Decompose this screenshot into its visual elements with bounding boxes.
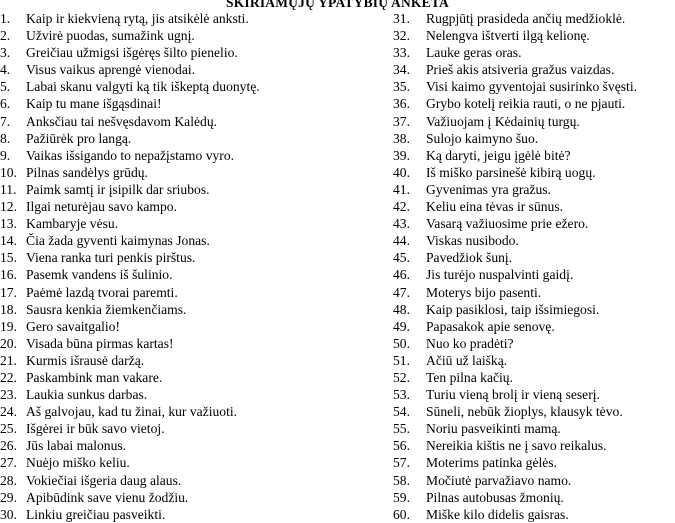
item-text: Moterims patinka gėlės.: [426, 455, 557, 471]
item-number: 18.: [0, 301, 17, 317]
list-item: [0, 318, 395, 335]
list-item: [393, 472, 675, 489]
item-text: Visada būna pirmas kartas!: [26, 335, 174, 351]
list-item: [393, 352, 675, 369]
list-item: [0, 420, 395, 437]
item-text: Jis turėjo nuspalvinti gaidį.: [426, 267, 574, 283]
item-number: 9.: [0, 147, 11, 163]
item-number: 59.: [393, 489, 410, 505]
item-number: 32.: [393, 28, 410, 44]
list-item: [393, 335, 675, 352]
list-item: [0, 10, 395, 27]
item-number: 52.: [393, 369, 410, 385]
item-number: 11.: [0, 181, 17, 197]
list-item: [0, 369, 395, 386]
list-item: [0, 215, 395, 232]
item-text: Nelengva ištverti ilgą kelionę.: [426, 28, 590, 44]
item-number: 24.: [0, 404, 17, 420]
item-text: Pilnas autobusas žmonių.: [426, 489, 564, 505]
item-number: 54.: [393, 404, 410, 420]
left-column-list: [0, 10, 395, 523]
item-text: Užvirė puodas, sumažink ugnį.: [26, 28, 195, 44]
item-number: 33.: [393, 45, 410, 61]
item-number: 10.: [0, 164, 17, 180]
item-text: Paskambink man vakare.: [26, 369, 163, 385]
item-number: 55.: [393, 421, 410, 437]
list-item: [393, 489, 675, 506]
item-number: 41.: [393, 181, 410, 197]
list-item: [393, 386, 675, 403]
list-item: [0, 489, 395, 506]
list-item: [0, 266, 395, 283]
item-text: Turiu vieną brolį ir vieną seserį.: [426, 387, 600, 403]
list-item: [0, 284, 395, 301]
item-number: 14.: [0, 233, 17, 249]
item-number: 50.: [393, 335, 410, 351]
item-text: Ilgai neturėjau savo kampo.: [26, 199, 177, 215]
list-item: [393, 27, 675, 44]
item-number: 3.: [0, 45, 11, 61]
list-item: [393, 198, 675, 215]
list-item: [0, 113, 395, 130]
list-item: [0, 335, 395, 352]
item-text: Vasarą važiuosime prie ežero.: [426, 216, 589, 232]
list-item: [0, 61, 395, 78]
list-item: [393, 249, 675, 266]
list-item: [393, 232, 675, 249]
list-item: [393, 147, 675, 164]
item-number: 19.: [0, 318, 17, 334]
list-item: [0, 44, 395, 61]
list-item: [0, 437, 395, 454]
item-number: 45.: [393, 250, 410, 266]
item-number: 29.: [0, 489, 17, 505]
list-item: [0, 386, 395, 403]
list-item: [393, 61, 675, 78]
item-text: Visi kaimo gyventojai susirinko švęsti.: [426, 79, 638, 95]
list-item: [0, 95, 395, 112]
item-text: Ką daryti, jeigu įgėlė bitė?: [426, 147, 571, 163]
list-item: [0, 147, 395, 164]
list-item: [0, 454, 395, 471]
list-item: [0, 506, 395, 523]
item-number: 38.: [393, 130, 410, 146]
list-item: [393, 318, 675, 335]
item-text: Aš galvojau, kad tu žinai, kur važiuoti.: [26, 404, 238, 420]
item-number: 46.: [393, 267, 410, 283]
item-number: 25.: [0, 421, 17, 437]
list-item: [393, 437, 675, 454]
item-text: Ačiū už laišką.: [426, 352, 508, 368]
item-text: Paėmė lazdą tvorai paremti.: [26, 284, 178, 300]
item-number: 23.: [0, 387, 17, 403]
item-number: 16.: [0, 267, 17, 283]
item-text: Visus vaikus aprengė vienodai.: [26, 62, 196, 78]
item-text: Anksčiau tai nešvęsdavom Kalėdų.: [26, 113, 218, 129]
list-item: [0, 198, 395, 215]
item-text: Sausra kenkia žiemkenčiams.: [26, 301, 187, 317]
list-item: [393, 130, 675, 147]
list-item: [393, 369, 675, 386]
page-title: SKIRIAMŲJŲ YPATYBIŲ ANKETA: [226, 0, 449, 10]
item-number: 36.: [393, 96, 410, 112]
item-number: 7.: [0, 113, 11, 129]
item-number: 1.: [0, 11, 11, 26]
item-text: Labai skanu valgyti ką tik iškeptą duonytę.: [26, 79, 260, 95]
item-text: Iš miško parsinešė kibirą uogų.: [426, 164, 596, 180]
list-item: [393, 420, 675, 437]
item-text: Gyvenimas yra gražus.: [426, 181, 551, 197]
list-item: [0, 78, 395, 95]
item-number: 12.: [0, 199, 17, 215]
item-text: Kaip ir kiekvieną rytą, jis atsikėlė anksti.: [26, 11, 249, 26]
item-number: 43.: [393, 216, 410, 232]
list-item: [393, 301, 675, 318]
item-text: Apibūdink save vienu žodžiu.: [26, 489, 189, 505]
item-text: Nuo ko pradėti?: [426, 335, 514, 351]
item-number: 49.: [393, 318, 410, 334]
item-number: 5.: [0, 79, 11, 95]
item-text: Paimk samtį ir įsipilk dar sriubos.: [26, 181, 210, 197]
item-number: 56.: [393, 438, 410, 454]
right-column-list: [393, 10, 675, 523]
item-number: 21.: [0, 352, 17, 368]
item-text: Pasemk vandens iš šulinio.: [26, 267, 173, 283]
item-number: 28.: [0, 472, 17, 488]
list-item: [393, 10, 675, 27]
item-number: 48.: [393, 301, 410, 317]
item-text: Grybo kotelį reikia rauti, o ne pjauti.: [426, 96, 626, 112]
list-item: [393, 403, 675, 420]
item-text: Kurmis išrausė daržą.: [26, 352, 145, 368]
list-item: [393, 95, 675, 112]
item-number: 22.: [0, 369, 17, 385]
item-text: Gero savaitgalio!: [26, 318, 120, 334]
item-text: Močiutė parvažiavo namo.: [426, 472, 572, 488]
item-text: Ten pilna kačių.: [426, 369, 513, 385]
item-text: Vaikas išsigando to nepažįstamo vyro.: [26, 147, 235, 163]
list-item: [393, 164, 675, 181]
item-text: Prieš akis atsiveria gražus vaizdas.: [426, 62, 615, 78]
item-number: 13.: [0, 216, 17, 232]
item-text: Keliu eina tėvas ir sūnus.: [426, 199, 564, 215]
item-number: 57.: [393, 455, 410, 471]
item-number: 42.: [393, 199, 410, 215]
list-item: [0, 181, 395, 198]
list-item: [393, 215, 675, 232]
list-item: [393, 44, 675, 61]
list-item: [0, 352, 395, 369]
item-text: Sūneli, nebūk žioplys, klausyk tėvo.: [426, 404, 623, 420]
item-number: 58.: [393, 472, 410, 488]
item-text: Pilnas sandėlys grūdų.: [26, 164, 148, 180]
item-number: 17.: [0, 284, 17, 300]
item-text: Sulojo kaimyno šuo.: [426, 130, 539, 146]
item-number: 47.: [393, 284, 410, 300]
item-number: 53.: [393, 387, 410, 403]
item-text: Pavedžiok šunį.: [426, 250, 513, 266]
item-number: 26.: [0, 438, 17, 454]
item-text: Kambaryje vėsu.: [26, 216, 119, 232]
item-text: Viskas nusibodo.: [426, 233, 519, 249]
item-number: 51.: [393, 352, 410, 368]
list-item: [393, 454, 675, 471]
item-text: Viena ranka turi penkis pirštus.: [26, 250, 196, 266]
item-number: 15.: [0, 250, 17, 266]
item-text: Rugpjūtį prasideda ančių medžioklė.: [426, 11, 626, 26]
item-text: Jūs labai malonus.: [26, 438, 127, 454]
item-text: Čia žada gyventi kaimynas Jonas.: [26, 233, 210, 249]
item-text: Kaip pasiklosi, taip išsimiegosi.: [426, 301, 600, 317]
item-number: 30.: [0, 506, 17, 522]
item-number: 37.: [393, 113, 410, 129]
item-number: 44.: [393, 233, 410, 249]
list-item: [0, 232, 395, 249]
list-item: [0, 27, 395, 44]
list-item: [393, 506, 675, 523]
item-number: 31.: [393, 11, 410, 26]
item-text: Nereikia kištis ne į savo reikalus.: [426, 438, 607, 454]
list-item: [393, 284, 675, 301]
item-text: Greičiau užmigsi išgėręs šilto pienelio.: [26, 45, 238, 61]
item-text: Noriu pasveikinti mamą.: [426, 421, 561, 437]
item-text: Linkiu greičiau pasveikti.: [26, 506, 166, 522]
list-item: [393, 181, 675, 198]
item-text: Moterys bijo pasenti.: [426, 284, 542, 300]
list-item: [0, 403, 395, 420]
item-text: Pažiūrėk pro langą.: [26, 130, 132, 146]
list-item: [0, 249, 395, 266]
item-number: 39.: [393, 147, 410, 163]
list-item: [393, 78, 675, 95]
item-text: Kaip tu mane išgąsdinai!: [26, 96, 162, 112]
item-number: 34.: [393, 62, 410, 78]
list-item: [393, 266, 675, 283]
item-number: 20.: [0, 335, 17, 351]
item-text: Išgėrei ir būk savo vietoj.: [26, 421, 165, 437]
item-text: Papasakok apie senovę.: [426, 318, 555, 334]
item-text: Miške kilo didelis gaisras.: [426, 506, 569, 522]
list-item: [0, 130, 395, 147]
item-number: 40.: [393, 164, 410, 180]
item-number: 60.: [393, 506, 410, 522]
list-item: [0, 301, 395, 318]
list-item: [0, 164, 395, 181]
item-text: Laukia sunkus darbas.: [26, 387, 148, 403]
list-item: [393, 113, 675, 130]
item-number: 35.: [393, 79, 410, 95]
item-number: 4.: [0, 62, 11, 78]
item-text: Nuėjo miško keliu.: [26, 455, 130, 471]
item-text: Važiuojam į Kėdainių turgų.: [426, 113, 580, 129]
list-item: [0, 472, 395, 489]
item-number: 6.: [0, 96, 11, 112]
item-text: Vokiečiai išgeria daug alaus.: [26, 472, 182, 488]
item-number: 2.: [0, 28, 11, 44]
item-number: 27.: [0, 455, 17, 471]
item-number: 8.: [0, 130, 11, 146]
item-text: Lauke geras oras.: [426, 45, 522, 61]
